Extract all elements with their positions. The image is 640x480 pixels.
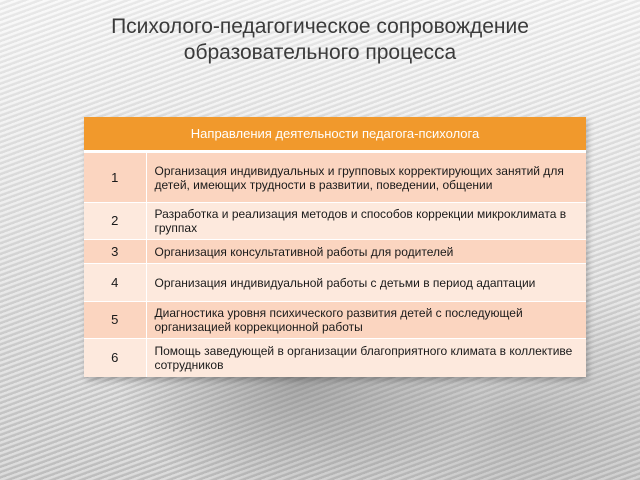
row-number: 5 [84,302,146,339]
slide-title-line-2: образовательного процесса [183,41,457,64]
slide-title [0,14,640,66]
row-text: Диагностика уровня психического развития детей с последующей организацией коррекционной работы [146,302,586,339]
table-header-row [84,117,586,152]
table-row [84,203,586,240]
table-row [84,302,586,339]
row-text: Организация индивидуальных и групповых корректирующих занятий для детей, имеющих трудности в развитии, поведении, общении [146,152,586,203]
table-row [84,240,586,264]
table-row [84,339,586,377]
row-text: Разработка и реализация методов и способов коррекции микроклимата в группах [146,203,586,240]
row-text: Помощь заведующей в организации благоприятного климата в коллективе сотрудников [146,339,586,377]
activities-table [84,117,586,377]
row-number: 6 [84,339,146,377]
row-number: 1 [84,152,146,203]
row-number: 2 [84,203,146,240]
table-row [84,152,586,203]
table-header: Направления деятельности педагога-психолога [84,117,586,152]
row-text: Организация консультативной работы для родителей [146,240,586,264]
row-text: Организация индивидуальной работы с детьми в период адаптации [146,264,586,302]
row-number: 3 [84,240,146,264]
table-row [84,264,586,302]
slide-title-line-1: Психолого-педагогическое сопровождение [111,15,529,38]
row-number: 4 [84,264,146,302]
